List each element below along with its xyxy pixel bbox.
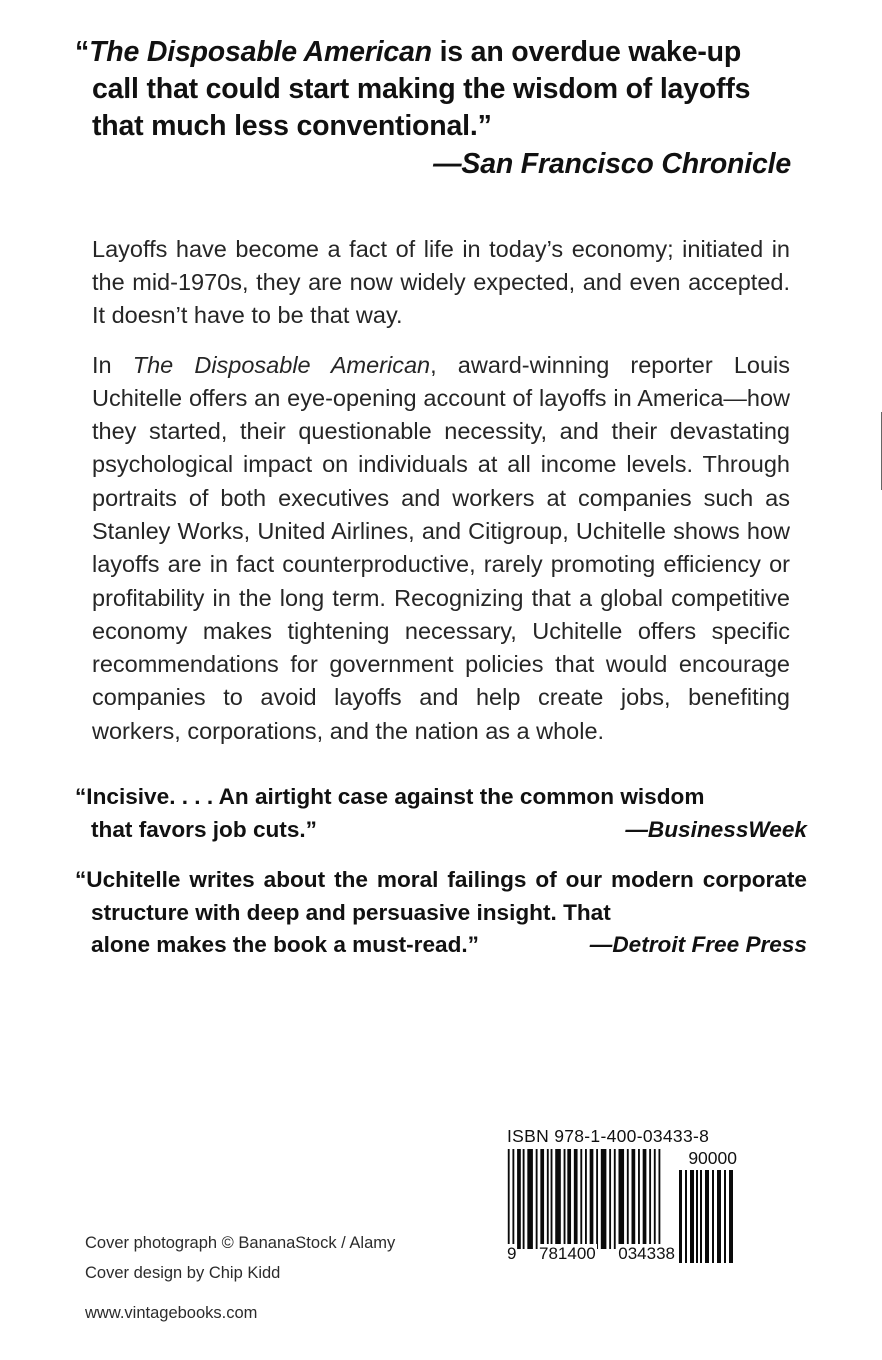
ean-digit-group-left: 781400 (539, 1244, 596, 1263)
ean13-barcode (505, 1149, 675, 1263)
description-paragraph-2 (92, 349, 790, 749)
ean-digit-group-right: 034338 (618, 1244, 675, 1263)
review-blurb-1-tail: that favors job cuts.” (91, 816, 317, 842)
description-paragraph-1: Layoffs have become a fact of life in today’s economy; initiated in the mid-1970s, they are now widely expected, and even accepted. It doesn’t have to be that way. (92, 235, 790, 329)
review-blurb-2-lastline (91, 929, 807, 962)
review-blurb-2 (75, 864, 807, 962)
review-blurb-2-text: “Uchitelle writes about the moral failings of our modern corporate structure with deep and persuasive insight. That (75, 867, 807, 925)
review-blurb-2-attribution: —Detroit Free Press (589, 932, 807, 958)
pull-quote-attribution: —San Francisco Chronicle (433, 148, 791, 180)
ean5-supplement (677, 1149, 737, 1268)
barcode-graphics (505, 1149, 737, 1268)
ean13-digits (505, 1244, 677, 1264)
design-credit: Cover design by Chip Kidd (85, 1264, 281, 1282)
open-quote-mark: “ (75, 36, 90, 68)
pull-quote (75, 34, 791, 183)
pull-quote-remainder: is an overdue wake-up call that could start making the wisdom of layoffs that much less conventional.” (92, 36, 751, 142)
price-code-label: 90000 (688, 1148, 737, 1168)
barcode-block (505, 1125, 737, 1268)
ean-digit-first: 9 (507, 1244, 517, 1263)
paragraph-2-lead: In (92, 351, 133, 378)
paragraph-2-rest: , award-winning reporter Louis Uchitelle offers an eye-opening account of layoffs in America—how they started, their questionable necessity, and their devastating psychological impact on individuals at all income levels. Through portraits of both executives and workers at companies such as Stanley Works, United Airlines, and Citigroup, Uchitelle shows how layoffs are in fact counterproductive, rarely promoting efficiency or profitability in the long term. Recognizing that a global competitive economy makes tightening necessary, Uchitelle offers specific recommendations for government policies that would encourage companies to avoid layoffs and help create jobs, benefiting workers, corporations, and the nation as a whole. (92, 351, 791, 744)
review-blurb-2-tail: alone makes the book a must-read.” (91, 932, 479, 958)
cover-credits (85, 1228, 395, 1328)
pull-quote-text (75, 34, 791, 145)
paragraph-2-book-title: The Disposable American (132, 351, 431, 378)
publisher-website: www.vintagebooks.com (85, 1304, 258, 1322)
review-blurb-1-attribution: —BusinessWeek (625, 816, 807, 842)
isbn-label: ISBN 978-1-400-03433-8 (507, 1126, 710, 1146)
pull-quote-book-title: The Disposable American (89, 36, 432, 68)
review-blurb-1 (75, 781, 807, 846)
photograph-credit: Cover photograph © BananaStock / Alamy (85, 1234, 396, 1252)
ean5-bars-icon (677, 1170, 737, 1263)
review-blurb-1-lastline (91, 814, 807, 847)
review-blurb-1-text: “Incisive. . . . An airtight case against the common wisdom (75, 784, 705, 809)
